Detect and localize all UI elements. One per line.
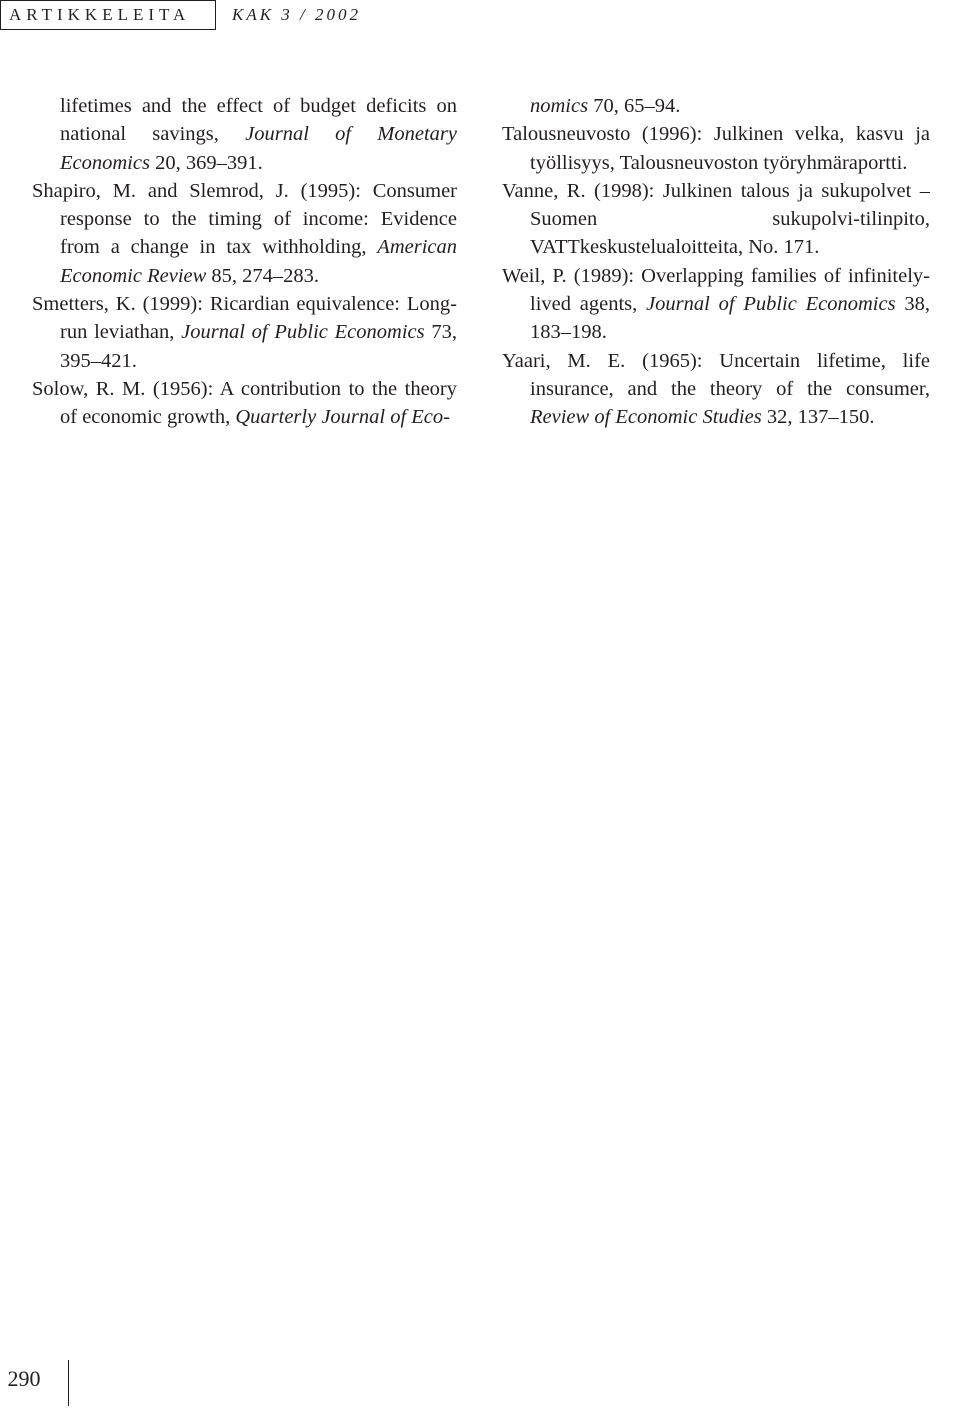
issue-label: KAK 3 / 2002 bbox=[232, 5, 362, 24]
reference-talousneuvosto: Talousneuvosto (1996): Julkinen velka, kasvu ja työllisyys, Talousneuvoston työryhmäraportti. bbox=[502, 123, 930, 174]
reference-continuation: lifetimes and the effect of budget deficits on national savings, Journal of Monetary Economics 20, 369–391. bbox=[60, 95, 457, 174]
left-column bbox=[32, 92, 457, 432]
reference-continuation: nomics 70, 65–94. bbox=[530, 95, 681, 117]
reference-smetters: Smetters, K. (1999): Ricardian equivalence: Long-run leviathan, Journal of Public Economics 73, 395–421. bbox=[32, 293, 457, 372]
section-label: ARTIKKELEITA bbox=[0, 0, 216, 30]
reference-yaari: Yaari, M. E. (1965): Uncertain lifetime, life insurance, and the theory of the consumer, Review of Economic Studies 32, 137–150. bbox=[502, 349, 930, 429]
reference-vanne: Vanne, R. (1998): Julkinen talous ja sukupolvet – Suomen sukupolvi-tilinpito, VATTkeskustelualoitteita, No. 171. bbox=[502, 179, 930, 259]
page-number: 290 bbox=[7, 1366, 41, 1391]
page-number-rule bbox=[68, 1360, 69, 1406]
reference-solow: Solow, R. M. (1956): A contribution to the theory of economic growth, Quarterly Journal of Eco- bbox=[32, 377, 457, 429]
reference-shapiro: Shapiro, M. and Slemrod, J. (1995): Consumer response to the timing of income: Evidence from a change in tax withholding, American Economic Review 85, 274–283. bbox=[32, 179, 457, 287]
reference-weil: Weil, P. (1989): Overlapping families of infinitely-lived agents, Journal of Public Economics 38, 183–198. bbox=[502, 264, 930, 344]
running-header bbox=[0, 0, 361, 30]
right-column bbox=[502, 92, 930, 432]
